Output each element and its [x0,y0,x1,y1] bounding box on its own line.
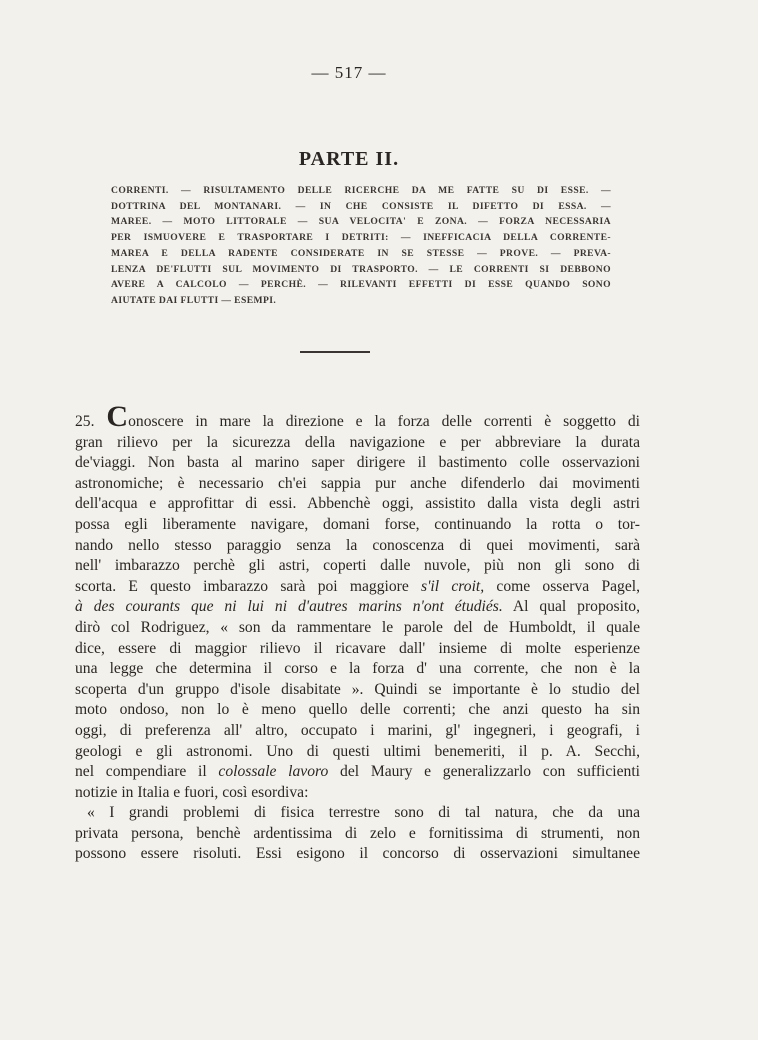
section-number: 25. [75,413,95,430]
text-segment: nando nello stesso paraggio senza la conoscenza di quei movimenti, sarà [75,536,640,554]
body-text [75,400,640,865]
text-segment: possa egli liberamente navigare, domani forse, continuando la rotta o tor- [75,515,640,533]
text-segment: oggi, di preferenza all' altro, occupato i marini, gl' ingegneri, i geografi, i [75,721,640,739]
text-segment: geologi e gli astronomi. Uno di questi ultimi benemeriti, il p. A. Secchi, [75,742,640,760]
text-segment: una legge che determina il corso e la forza d' una corrente, che non è la [75,660,640,678]
text-segment: scorta. E questo imbarazzo sarà poi maggiore [75,577,422,595]
text-line [75,515,640,536]
italic-text: à des courants que ni lui ni d'autres marins n'ont étudiés. [75,598,503,616]
text-segment: dell'acqua e approfittar di essi. Abbenchè oggi, assistito dalla vista degli astri [75,495,640,513]
text-line [75,433,640,454]
text-line [75,474,640,495]
text-line [75,803,640,824]
summary-line: DOTTRINA DEL MONTANARI. — IN CHE CONSISTE IL DIFETTO DI ESSA. — [111,200,611,212]
text-segment: scoperta d'un gruppo d'isole disabitate ». Quindi se importante è lo studio del [75,680,640,698]
summary-line: PER ISMUOVERE E TRASPORTARE I DETRITI: — INEFFICACIA DELLA CORRENTE- [111,232,611,244]
text-line [75,700,640,721]
text-line [75,400,640,433]
text-line [75,536,640,557]
summary-line: MAREE. — MOTO LITTORALE — SUA VELOCITA' E ZONA. — FORZA NECESSARIA [111,216,611,228]
text-segment: de'viaggi. Non basta al marino saper dirigere il bastimento colle osservazioni [75,454,640,472]
text-line [75,742,640,763]
text-segment: come osserva Pagel, [484,577,640,595]
text-segment: « I grandi problemi di fisica terrestre sono di tal natura, che da una [87,804,640,822]
text-segment: astronomiche; è necessario ch'ei sappia pur anche difenderlo dai movimenti [75,474,640,492]
summary-line: CORRENTI. — RISULTAMENTO DELLE RICERCHE DA ME FATTE SU DI ESSE. — [111,185,611,196]
text-line [75,556,640,577]
summary-line: AIUTATE DAI FLUTTI — ESEMPI. [111,294,277,306]
text-line [75,639,640,660]
section-title: PARTE II. [298,148,400,170]
text-line [75,453,640,474]
divider-rule [300,351,370,353]
summary-line: AVERE A CALCOLO — PERCHÈ. — RILEVANTI EFFETTI DI ESSE QUANDO SONO [111,279,611,291]
text-line [75,494,640,515]
text-line [75,844,640,865]
text-segment: onoscere in mare la direzione e la forza delle correnti è soggetto di [128,413,640,430]
italic-text: s'il croit, [421,577,485,595]
drop-cap: C [106,400,129,433]
summary-line: LENZA DE'FLUTTI SUL MOVIMENTO DI TRASPORTO. — LE CORRENTI SI DEBBONO [111,263,611,275]
text-line [75,680,640,701]
text-line [75,597,640,618]
text-line [75,659,640,680]
text-segment: del Maury e generalizzarlo con sufficienti [328,763,640,781]
italic-text: colossale lavoro [218,763,329,781]
text-segment: Al qual proposito, [502,598,640,616]
text-segment: nel compendiare il [75,763,219,781]
text-segment: nell' imbarazzo perchè gli astri, coperti dalle nuvole, più non gli sono di [75,557,640,575]
text-segment: dirò col Rodriguez, « son da rammentare le parole del de Humboldt, il quale [75,618,640,636]
chapter-summary [111,183,611,309]
text-line [75,824,640,845]
text-line [75,577,640,598]
text-line [75,618,640,639]
text-segment: privata persona, benchè ardentissima di zelo e fornitissima di strumenti, non [75,824,640,842]
text-line [75,783,640,804]
text-segment: notizie in Italia e fuori, così esordiva: [75,783,309,801]
summary-line: MAREA E DELLA RADENTE CONSIDERATE IN SE STESSE — PROVE. — PREVA- [111,247,611,259]
text-line [75,762,640,783]
text-segment: moto ondoso, non lo è meno quello delle correnti; che anzi questo ha sin [75,701,640,719]
text-segment: gran rilievo per la sicurezza della navigazione e per abbreviare la durata [75,433,640,451]
text-segment: possono essere risoluti. Essi esigono il concorso di osservazioni simultanee [75,845,640,863]
text-line [75,721,640,742]
text-segment: dice, essere di maggior rilievo il ricavare dall' insieme di molte esperienze [75,639,640,657]
page-number: — 517 — [311,63,387,82]
